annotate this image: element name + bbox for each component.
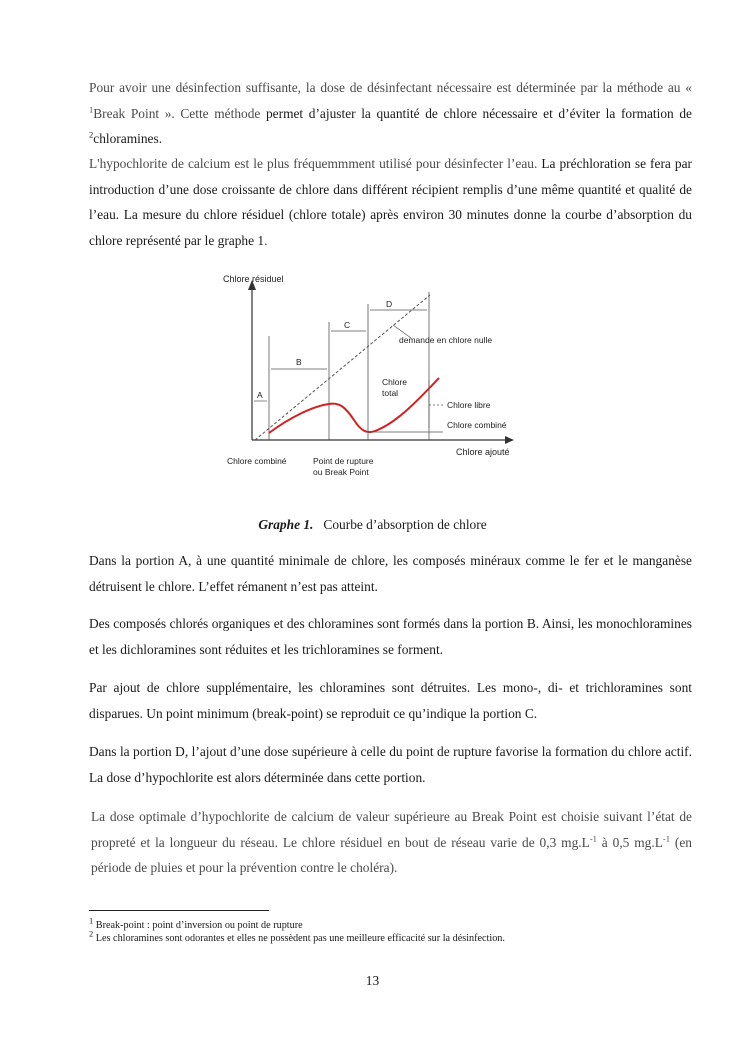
footnote-1 <box>89 915 303 932</box>
dose-text-a: La dose optimale d’hypochlorite de calcium de valeur supérieure au Break Point est choisie suivant l’état de propreté et la longueur du réseau. Le chlore résiduel en bout de réseau varie de 0,3 mg.L <box>91 809 692 850</box>
figure-caption <box>0 517 745 533</box>
portion-label-a: A <box>257 390 263 400</box>
page-number: 13 <box>365 973 380 988</box>
rupture-label-line-1: Point de rupture <box>313 456 374 466</box>
prechloration-text-b: La préchloration se fera par introduction d’une dose croissante de chlore dans différent récipient remplis d’une même quantité et qualité de l’eau. La mesure du chlore résiduel (chlore totale) après environ 30 minutes donne la courbe d’absorption du chlore représenté par le graphe 1 <box>89 156 692 248</box>
intro-text-c: permet d’ajuster la quantité de chlore nécessaire et d’éviter la formation de <box>265 105 693 121</box>
dose-text-b: à 0,5 mg.L <box>596 834 663 850</box>
portion-label-b: B <box>296 357 302 367</box>
x-axis-label: Chlore ajouté <box>456 447 510 457</box>
paragraph-dose-optimale <box>91 804 692 881</box>
total-label-line-2: total <box>382 388 399 398</box>
caption-text: Courbe d’absorption de chlore <box>323 517 487 532</box>
breakpoint-chart <box>215 268 525 488</box>
paragraph-portion-a: Dans la portion A, à une quantité minimale de chlore, les composés minéraux comme le fer et le manganèse détruisent le chlore. L’effet rémanent n’est pas atteint. <box>89 553 692 594</box>
footnote-2-text: Les chloramines sont odorantes et elles ne possèdent pas une meilleure efficacité sur la désinfection. <box>93 933 505 944</box>
combine-right-label: Chlore combiné <box>447 420 507 430</box>
paragraph-portion-b: Des composés chlorés organiques et des chloramines sont formés dans la portion B. Ainsi, les monochloramines et les dichloramines sont réduites et les trichloramines se forment. <box>89 616 692 657</box>
portion-label-c: C <box>344 320 351 330</box>
caption-label: Graphe 1. <box>258 517 314 532</box>
y-axis-label: Chlore résiduel <box>223 274 284 284</box>
footnote-divider <box>89 910 269 911</box>
intro-text-b: Break Point ». Cette méthode <box>93 105 266 121</box>
demand-line <box>255 295 430 440</box>
footnote-ref-1: 1 <box>89 104 94 115</box>
intro-text-a: Pour avoir une désinfection suffisante, la dose de désinfectant nécessaire est déterminée par la méthode au « <box>89 80 692 95</box>
prechloration-text-a: L'hypochlorite de calcium est le plus fréquemmment utilisé pour désinfecter l’eau. <box>89 156 542 171</box>
chlore-total-curve <box>269 378 439 433</box>
paragraph-portion-c: Par ajout de chlore supplémentaire, les chloramines sont détruites. Les mono-, di- et trichloramines sont disparues. Un point minimum (break-point) se reproduit ce qu’indique la portion C. <box>89 680 692 721</box>
footnote-1-number: 1 <box>89 915 94 926</box>
portion-label-d: D <box>386 299 393 309</box>
unit-exponent-1: -1 <box>589 833 597 844</box>
paragraph-prechloration <box>89 151 692 253</box>
paragraph-intro <box>89 75 692 152</box>
intro-text-d: chloramines. <box>93 131 163 146</box>
footnote-2 <box>89 928 505 945</box>
footnote-1-text: Break-point : point d’inversion ou point de rupture <box>93 920 303 931</box>
libre-label: Chlore libre <box>447 400 491 410</box>
prechloration-text-c: . <box>264 232 268 248</box>
x-axis-arrow <box>505 436 514 444</box>
dose-text-c: (en période de pluies et pour la prévention contre le choléra). <box>91 834 693 875</box>
footnote-2-number: 2 <box>89 928 94 939</box>
footnote-ref-2: 2 <box>89 129 94 140</box>
total-label-line-1: Chlore <box>382 377 408 387</box>
combine-bottom-label: Chlore combiné <box>227 456 287 466</box>
rupture-label-line-2: ou Break Point <box>313 467 369 477</box>
paragraph-portion-d: Dans la portion D, l’ajout d’une dose supérieure à celle du point de rupture favorise la formation du chlore actif. La dose d’hypochlorite est alors déterminée dans cette portion. <box>89 744 692 785</box>
demand-label: demande en chlore nulle <box>399 335 493 345</box>
unit-exponent-2: -1 <box>662 833 671 844</box>
